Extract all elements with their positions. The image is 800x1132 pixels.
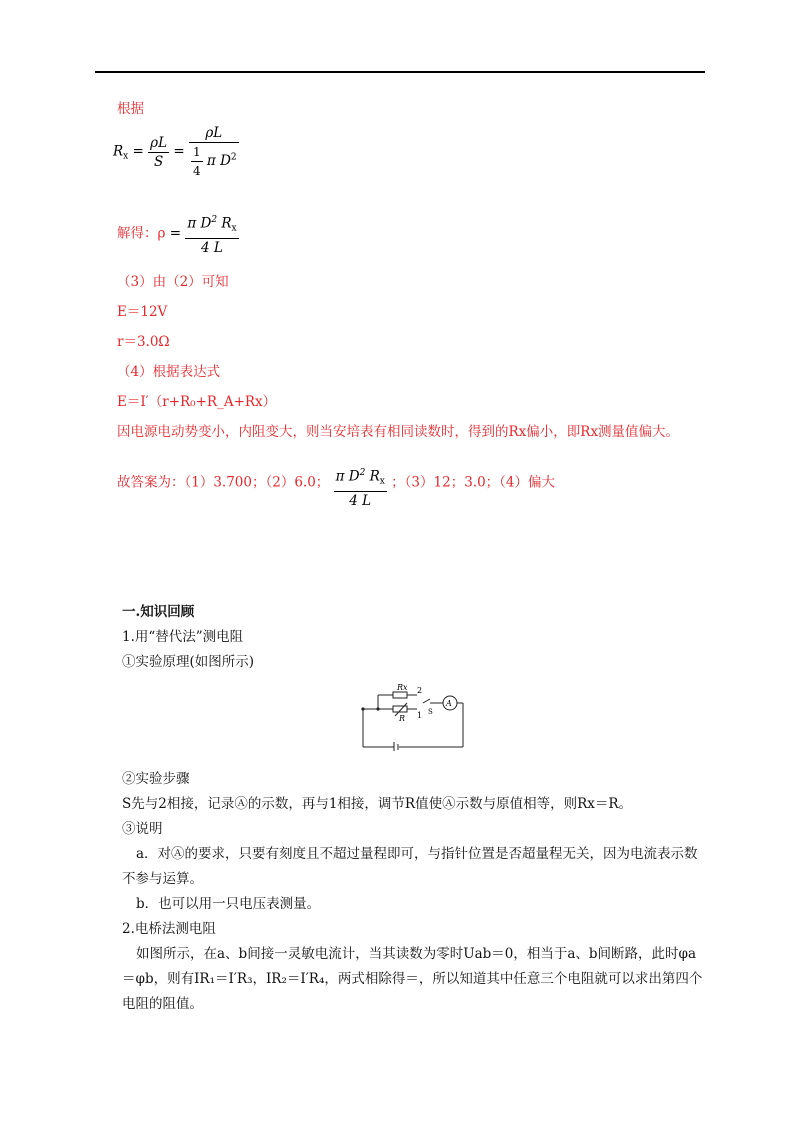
conclusion-text: 因电源电动势变小，内阻变大，则当安培表有相同读数时，得到的Rx偏小，即Rx测量值偏大。 <box>117 424 680 440</box>
resistance-formula: $R_x$ = $\frac{\rho L}{S}$ = ρL $\frac{1}{4}$ π $D^2$ <box>113 125 237 178</box>
item1-note: ③说明 <box>122 821 163 837</box>
r-label: R <box>399 714 406 723</box>
rx-label: Rx <box>397 683 408 692</box>
substitution-circuit-diagram <box>355 683 470 751</box>
r-value: r＝3.0Ω <box>117 334 170 350</box>
note-a: a．对Ⓐ的要求，只要有刻度且不超过量程即可，与指针位置是否超量程无关，因为电流表示数不参与运算。 <box>122 846 698 887</box>
item1-steps-text: S先与2相接，记录Ⓐ的示数，再与1相接，调节R值使Ⓐ示数与原值相等，则Rx＝R。 <box>122 796 633 812</box>
e-value: E＝12V <box>117 304 168 320</box>
answer-prefix: 故答案为：（1）3.700；（2）6.0； <box>117 474 330 491</box>
ammeter-icon: A <box>446 699 452 708</box>
expression-text: E＝I′（r+R₀+R_A+Rx） <box>117 394 277 410</box>
item1-steps: ②实验步骤 <box>122 771 190 787</box>
item1-title: 1.用“替代法”测电阻 <box>122 629 244 645</box>
answer-suffix: ；（3）12；3.0；（4）偏大 <box>391 474 555 491</box>
item2-text: 如图所示，在a、b间接一灵敏电流计，当其读数为零时Uab＝0，相当于a、b间断路，此时φa＝φb，则有IR₁＝I′R₃，IR₂＝I′R₄，两式相除得＝，所以知道其中任意三个电阻就可以求出第四个电阻的阻值。 <box>122 946 703 1012</box>
item2-title: 2.电桥法测电阻 <box>122 921 216 937</box>
contact-1-label: 1 <box>417 711 423 720</box>
section-title: 一.知识回顾 <box>122 604 195 620</box>
answer-line: 故答案为：（1）3.700；（2）6.0； $\frac{\pi D^2 R_x}{4 L}$ ；（3）12；3.0；（4）偏大 <box>117 464 555 510</box>
solve-label: 解得：ρ <box>117 225 166 242</box>
switch-label: S <box>428 708 433 716</box>
according-label: 根据 <box>117 101 144 117</box>
step4-text: （4）根据表达式 <box>117 364 221 380</box>
solve-result: 解得：ρ = $\frac{\pi D^2 R_x}{4 L}$ <box>117 211 239 257</box>
contact-2-label: 2 <box>417 686 423 695</box>
note-b: b．也可以用一只电压表测量。 <box>136 896 321 912</box>
header-rule <box>95 71 705 73</box>
step3-text: （3）由（2）可知 <box>117 274 229 290</box>
item1-principle: ①实验原理(如图所示) <box>122 654 255 670</box>
